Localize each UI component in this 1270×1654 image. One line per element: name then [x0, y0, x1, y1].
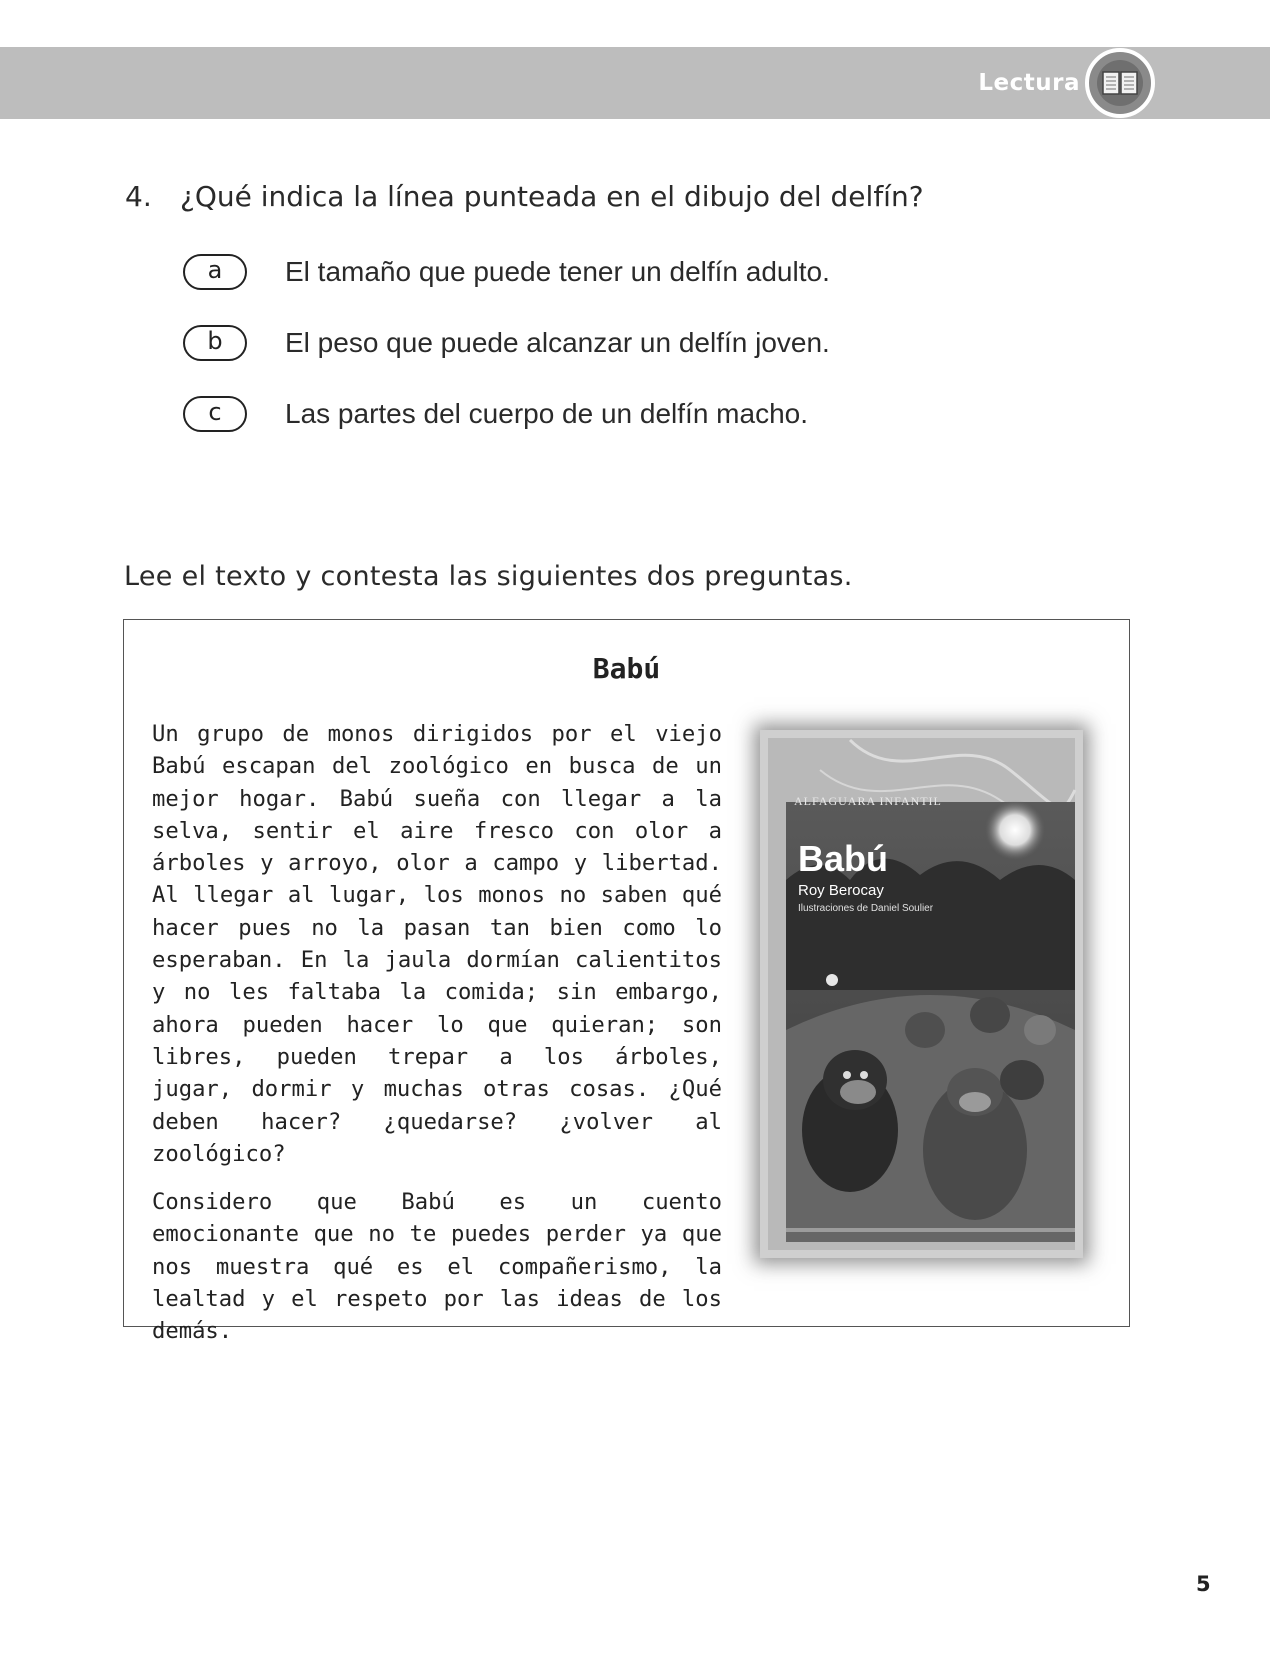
story-body [152, 718, 722, 1364]
story-title: Babú [592, 652, 661, 685]
option-b-text: El peso que puede alcanzar un delfín joven. [285, 327, 830, 358]
question-text: ¿Qué indica la línea punteada en el dibujo del delfín? [180, 180, 924, 213]
cover-publisher: ALFAGUARA INFANTIL [794, 794, 942, 808]
instruction-text: Lee el texto y contesta las siguientes dos preguntas. [124, 561, 853, 592]
option-c-bubble[interactable]: c [183, 396, 247, 432]
option-c-text: Las partes del cuerpo de un delfín macho. [285, 398, 809, 429]
book-cover-image [760, 730, 1083, 1258]
story-paragraph-1: Un grupo de monos dirigidos por el viejo Babú escapan del zoológico en busca de un mejor hogar. Babú sueña con llegar a la selva, sentir el aire fresco con olor a árboles y arroyo, olor a campo y libertad. Al llegar al lugar, los monos no saben qué hacer pues no la pasan tan bien como lo esperaban. En la jaula dormían calientitos y no les faltaba la comida; sin embargo, ahora pueden hacer lo que quieran; son libres, pueden trepar a los árboles, jugar, dormir y muchas otras cosas. ¿Qué deben hacer? ¿quedarse? ¿volver al zoológico? [152, 721, 722, 1167]
option-a-bubble[interactable]: a [183, 254, 247, 290]
page-number: 5 [1196, 1572, 1211, 1596]
cover-illustrator: Ilustraciones de Daniel Soulier [798, 903, 934, 914]
cover-title: Babú [798, 838, 888, 879]
book-icon [1085, 48, 1155, 118]
question-number: 4. [125, 180, 152, 213]
story-paragraph-2: Considero que Babú es un cuento emocionante que no te puedes perder ya que nos muestra qué es el compañerismo, la lealtad y el respeto por las ideas de los demás. [152, 1189, 722, 1345]
reading-box [123, 619, 1130, 1345]
option-b-bubble[interactable]: b [183, 325, 247, 361]
cover-author: Roy Berocay [798, 882, 884, 899]
section-label: Lectura [978, 70, 1080, 96]
option-a-text: El tamaño que puede tener un delfín adulto. [285, 256, 830, 287]
